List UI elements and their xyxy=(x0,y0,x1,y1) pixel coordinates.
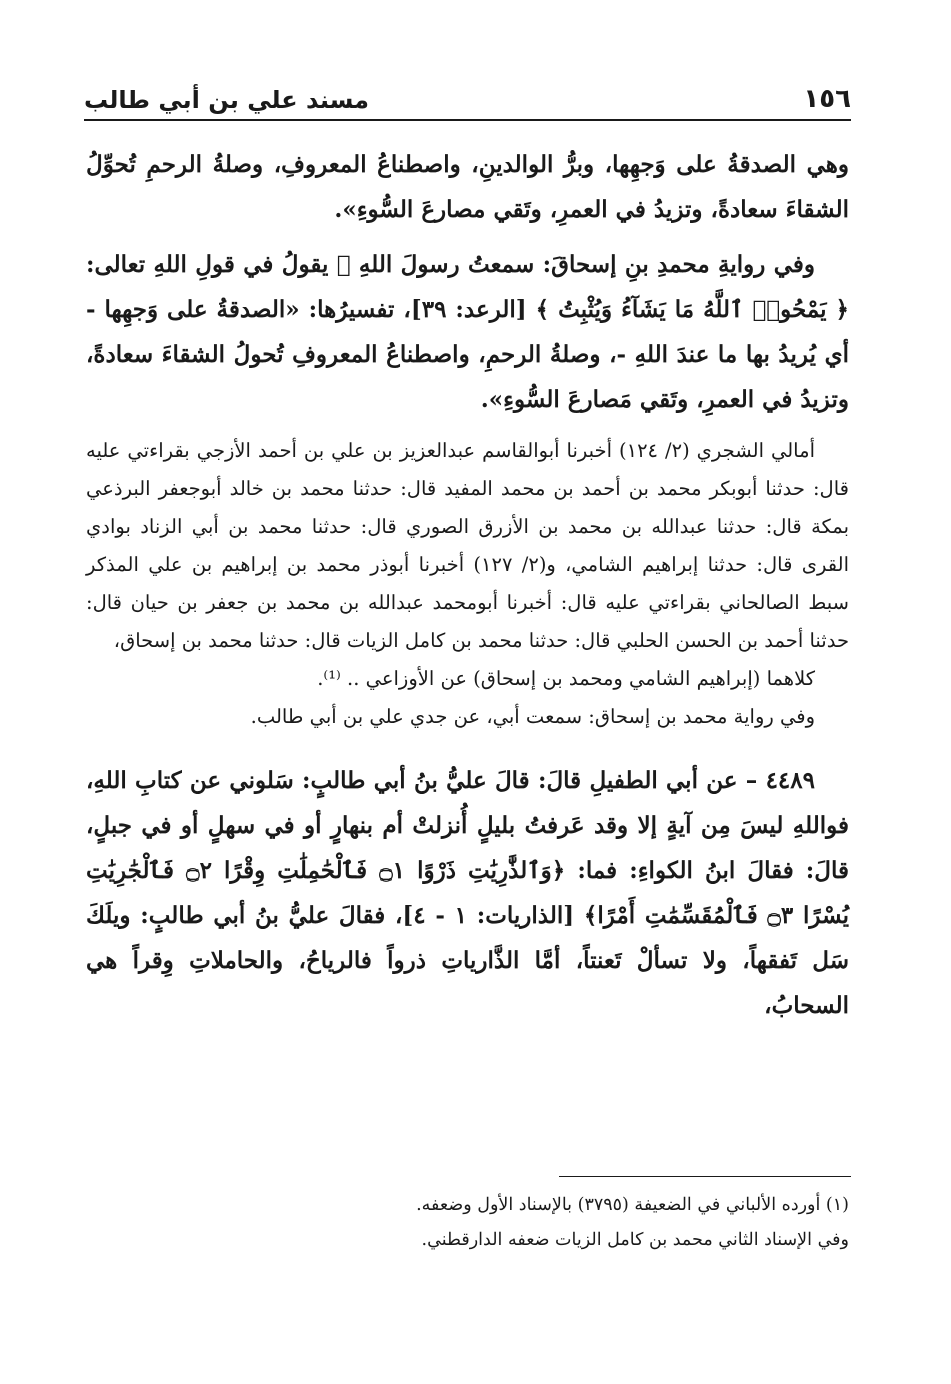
paragraph-both-narrators: كلاهما (إبراهيم الشامي ومحمد بن إسحاق) عن الأوزاعي .. ⁽¹⁾. xyxy=(317,667,815,690)
footnote-1: (١) أورده الألباني في الضعيفة (٣٧٩٥) بالإسناد الأول وضعفه. xyxy=(416,1195,849,1215)
hadith-number: ٤٤٨٩ – xyxy=(745,767,815,794)
footnote-rule xyxy=(559,1176,851,1177)
footnote-1-continued: وفي الإسناد الثاني محمد بن كامل الزيات ضعفه الدارقطني. xyxy=(421,1230,849,1250)
hadith-text-1: عن أبي الطفيلِ قالَ: قالَ عليُّ بنُ أبي طالبٍ: سَلوني عن كتابِ اللهِ، فواللهِ ليسَ مِن آيةٍ إلا وقد عَرفتُ بليلٍ أُنزلتْ أم بنهارٍ أو في سهلٍ أو في جبلٍ، قالَ: فقالَ ابنُ الكواءِ: فما: xyxy=(86,767,850,884)
paragraph-ibn-ishaq-narration xyxy=(86,242,849,422)
quran-verse: ﴿ يَمْحُوا۟ ٱللَّهُ مَا يَشَآءُ وَيُثْبِتُ ﴾ xyxy=(535,296,849,323)
paragraph-hadith-continuation: وهي الصدقةُ على وَجهِها، وبرُّ الوالدينِ، واصطناعُ المعروفِ، وصلةُ الرحمِ تُحوِّلُ الشقاءَ سعادةً، وتزيدُ في العمرِ، وتَقي مصارعَ السُّوءِ». xyxy=(86,151,849,223)
running-title: مسند علي بن أبي طالب xyxy=(84,86,369,114)
quran-verse-dhariyat: ﴿وَٱلذَّٰرِيَٰتِ ذَرْوًا ۝١ فَٱلْحَٰمِلَٰتِ وِقْرًا ۝٢ فَٱلْجَٰرِيَٰتِ يُسْرًا ۝٣ فَٱلْمُقَسِّمَٰتِ أَمْرًا﴾ xyxy=(86,857,849,929)
hadith-text-2: [الذاريات: ١ - ٤]، فقالَ عليُّ بنُ أبي طالبٍ: ويلَكَ سَل تَفقهاً، ولا تسألْ تَعنتاً، أمَّا الذَّارياتِ ذرواً فالرياحُ، والحاملاتِ وِقراً هي السحابُ، xyxy=(86,902,849,1019)
header-rule xyxy=(84,119,851,121)
hadith-4489 xyxy=(86,758,849,1028)
footnotes xyxy=(90,1188,849,1258)
paragraph-isnad: أمالي الشجري (٢/ ١٢٤) أخبرنا أبوالقاسم عبدالعزيز بن علي بن أحمد الأزجي بقراءتي عليه قال: حدثنا أبوبكر محمد بن أحمد بن محمد المفيد قال: حدثنا محمد بن خالد أبوجعفر البرذعي بمكة قال: حدثنا عبدالله بن محمد بن الأزرق الصوري قال: حدثنا محمد بن أبي الزناد بوادي القرى قال: حدثنا إبراهيم الشامي، و(٢/ ١٢٧) أخبرنا أبوذر محمد بن إبراهيم بن علي المذكر سبط الصالحاني بقراءتي عليه قال: أخبرنا أبومحمد عبدالله بن محمد بن جعفر بن حيان قال: حدثنا أحمد بن الحسن الحلبي قال: حدثنا محمد بن كامل الزيات قال: حدثنا محمد بن إسحاق، xyxy=(86,439,849,652)
paragraph-ibn-ishaq-chain: وفي رواية محمد بن إسحاق: سمعت أبي، عن جدي علي بن أبي طالب. xyxy=(250,705,815,728)
narration-intro: وفي روايةِ محمدِ بنِ إسحاقَ: سمعتُ رسولَ اللهِ ﷺ يقولُ في قولِ اللهِ تعالى: xyxy=(86,251,815,278)
page-header xyxy=(84,78,851,114)
page-number: ١٥٦ xyxy=(803,84,851,114)
main-text xyxy=(86,142,849,1028)
narration-text: [الرعد: ٣٩]، تفسيرُها: «الصدقةُ على وَجهِها - أي يُريدُ بها ما عندَ اللهِ -، وصلةُ الرحمِ، واصطناعُ المعروفِ تُحولُ الشقاءَ سعادةً، وتزيدُ في العمرِ، وتَقي مَصارعَ السُّوءِ». xyxy=(86,296,849,413)
